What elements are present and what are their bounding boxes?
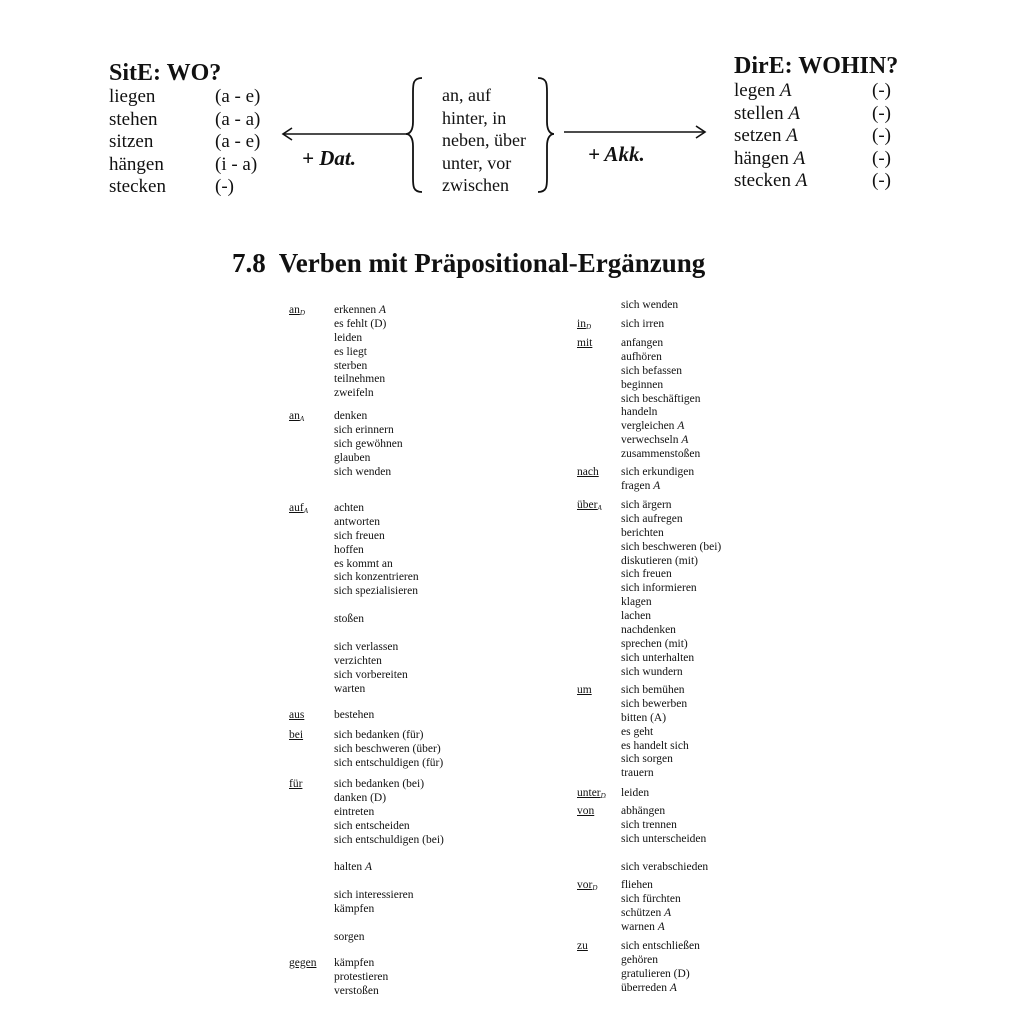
verb-item: achten: [334, 502, 365, 514]
verb-item: sich wundern: [621, 665, 683, 678]
site-verb-row: [109, 86, 260, 109]
dire-ablaut: (-): [872, 147, 891, 169]
site-ablaut: (a - a): [215, 108, 261, 130]
verb-item: sich entschließen: [621, 940, 700, 952]
verb-item: fragen A: [621, 479, 661, 492]
verb-item: sorgen: [334, 930, 365, 943]
site-verb: stehen: [109, 108, 158, 130]
verb-list: [334, 778, 444, 945]
site-ablaut: (a - e): [215, 86, 261, 107]
site-ablaut: (i - a): [215, 153, 258, 175]
verb-item: sich ärgern: [621, 499, 672, 511]
verb-item: berichten: [621, 526, 664, 539]
case-subscript: D: [585, 323, 592, 331]
dire-case: A: [788, 102, 800, 124]
preposition-label: über$_A$: [577, 499, 602, 512]
verb-item: erkennen A: [334, 304, 387, 316]
verb-item: kämpfen: [334, 957, 375, 969]
dative-label: + Dat.: [302, 146, 356, 170]
verb-item: abhängen: [621, 805, 666, 817]
verb-item: sich freuen: [621, 568, 672, 581]
accusative-label: + Akk.: [588, 142, 645, 166]
verb-item: gehören: [621, 953, 659, 966]
verb-item: sich verlassen: [334, 640, 399, 653]
verb-item: sich bewerben: [621, 697, 688, 710]
verb-item: sich sorgen: [621, 753, 673, 766]
site-ablaut: (-): [215, 176, 234, 198]
verb-item: sich erinnern: [334, 423, 394, 436]
section-title: [232, 248, 705, 279]
case-subscript: A: [597, 504, 602, 512]
verb-item: es handelt sich: [621, 739, 689, 752]
verb-item: sich konzentrieren: [334, 571, 419, 584]
verb-item: sich entschuldigen (für): [334, 756, 444, 769]
verb-item: fliehen: [621, 879, 653, 891]
dire-heading: DirE: WOHIN?: [734, 53, 899, 79]
verb-item: halten A: [334, 861, 373, 874]
verb-item: danken (D): [334, 791, 387, 804]
verb-item: [334, 875, 444, 889]
verb-list: [621, 940, 700, 996]
verb-item: [334, 627, 419, 641]
verb-item: beginnen: [621, 378, 664, 391]
section-number: 7.8: [232, 248, 266, 278]
verb-item: sich vorbereiten: [334, 668, 408, 681]
verb-list: [334, 410, 403, 479]
dire-verb-list: [734, 80, 891, 193]
verb-item: sich bemühen: [621, 684, 685, 696]
verb-item: protestieren: [334, 970, 389, 983]
verb-item: sich unterscheiden: [621, 832, 707, 845]
dire-verb-row: [734, 170, 891, 193]
verb-list: [334, 502, 419, 696]
verb-list: [621, 299, 678, 313]
verb-list: [621, 879, 681, 935]
verb-item: sich interessieren: [334, 889, 414, 902]
verb-item: verstoßen: [334, 984, 379, 997]
site-verb: sitzen: [109, 131, 154, 153]
preposition-label: unter$_D$: [577, 787, 606, 800]
dire-verb: setzen: [734, 125, 782, 147]
case-subscript: D: [299, 309, 305, 317]
case-subscript: D: [600, 792, 606, 800]
dire-case: A: [793, 147, 806, 169]
preposition-label: um: [577, 684, 592, 696]
dire-case: A: [795, 170, 808, 192]
verb-item: sich wenden: [334, 465, 392, 478]
verb-item: es fehlt (D): [334, 317, 387, 330]
dire-verb: stecken: [734, 170, 791, 192]
verb-item: warten: [334, 682, 366, 695]
site-ablaut: (a - e): [215, 131, 261, 153]
preposition-label: von: [577, 805, 595, 817]
dire-ablaut: (-): [872, 170, 891, 192]
verb-item: sich freuen: [334, 529, 385, 542]
verb-list: [621, 466, 694, 494]
verb-item: sich bedanken (bei): [334, 778, 425, 790]
case-subscript: A: [303, 507, 308, 515]
dire-ablaut: (-): [872, 80, 891, 101]
verb-item: gratulieren (D): [621, 967, 690, 980]
preposition-line: unter, vor: [442, 152, 512, 173]
site-verb-row: [109, 131, 260, 154]
verb-item: leiden: [334, 331, 363, 344]
verb-item: überreden A: [621, 981, 677, 994]
verb-item: antworten: [334, 515, 380, 528]
preposition-label: vor$_D$: [577, 879, 598, 892]
site-verb: stecken: [109, 176, 166, 198]
dire-verb-row: [734, 125, 891, 148]
verb-item: klagen: [621, 596, 652, 609]
verb-item: eintreten: [334, 805, 375, 818]
verb-item: sich spezialisieren: [334, 585, 418, 598]
verb-list: [621, 805, 708, 874]
verb-item: sich fürchten: [621, 892, 681, 905]
preposition-line: an, auf: [442, 85, 491, 105]
preposition-line: neben, über: [442, 130, 526, 151]
verb-item: verwechseln A: [621, 434, 689, 447]
preposition-label: zu: [577, 940, 588, 952]
preposition-label: $an_A$: [289, 410, 305, 423]
verb-item: denken: [334, 410, 368, 422]
verb-item: bitten (A): [621, 711, 667, 724]
site-verb-row: [109, 109, 260, 132]
verb-item: stoßen: [334, 613, 365, 626]
arrow-left-icon: [280, 126, 410, 142]
verb-item: sich aufregen: [621, 512, 683, 525]
verb-item: diskutieren (mit): [621, 554, 698, 567]
verb-item: sich unterhalten: [621, 651, 695, 664]
dire-verb-row: [734, 148, 891, 171]
verb-item: zusammenstoßen: [621, 448, 701, 461]
dire-verb-row: [734, 103, 891, 126]
verb-item: hoffen: [334, 543, 364, 556]
verb-item: [621, 847, 708, 861]
dire-verb: hängen: [734, 147, 789, 169]
verb-item: kämpfen: [334, 903, 375, 916]
preposition-label: für: [289, 778, 303, 790]
verb-list: [621, 787, 649, 801]
verb-item: sich entschuldigen (bei): [334, 833, 444, 846]
site-verb-list: [109, 86, 260, 199]
verb-item: lachen: [621, 610, 652, 623]
preposition-label: bei: [289, 729, 304, 741]
preposition-label: $in_D$: [577, 318, 592, 331]
preposition-line: zwischen: [442, 175, 509, 196]
verb-list: [334, 729, 443, 771]
case-subscript: A: [299, 415, 305, 423]
case-subscript: D: [592, 884, 598, 892]
verb-list: [621, 337, 701, 462]
verb-item: trauern: [621, 767, 654, 780]
preposition-label: gegen: [289, 957, 317, 969]
verb-item: leiden: [621, 787, 650, 799]
site-verb-row: [109, 154, 260, 177]
verb-item: handeln: [621, 406, 658, 419]
verb-item: [334, 917, 444, 931]
preposition-label: nach: [577, 466, 599, 478]
dire-ablaut: (-): [872, 102, 891, 124]
dire-case: A: [786, 125, 798, 147]
verb-item: es liegt: [334, 345, 367, 358]
verb-item: [334, 847, 444, 861]
verb-item: sterben: [334, 359, 368, 372]
verb-item: verzichten: [334, 654, 382, 667]
section-title-text: Verben mit Präpositional-Ergänzung: [278, 248, 706, 278]
verb-list: [621, 684, 689, 781]
preposition-label: aus: [289, 709, 305, 721]
site-verb-row: [109, 176, 260, 199]
verb-item: zweifeln: [334, 387, 374, 400]
dire-verb: legen: [734, 80, 776, 101]
preposition-label: $an_D$: [289, 304, 305, 317]
verb-item: bestehen: [334, 709, 375, 721]
preposition-label: auf$_A$: [289, 502, 308, 515]
verb-list: [621, 318, 664, 332]
verb-list: [621, 499, 721, 680]
verb-item: sich entscheiden: [334, 819, 410, 832]
verb-item: vergleichen A: [621, 420, 685, 433]
verb-item: warnen A: [621, 920, 665, 933]
verb-item: sich erkundigen: [621, 466, 695, 478]
site-heading: SitE: WO?: [109, 60, 222, 86]
verb-item: sich beschweren (bei): [621, 540, 722, 553]
verb-item: sich verabschieden: [621, 860, 709, 873]
verb-list: [334, 709, 374, 723]
site-verb: hängen: [109, 153, 164, 175]
verb-item: teilnehmen: [334, 373, 386, 386]
verb-list: [334, 304, 386, 401]
arrow-right-icon: [562, 124, 708, 140]
verb-item: sich trennen: [621, 818, 677, 831]
verb-item: es kommt an: [334, 557, 393, 570]
verb-item: sich bedanken (für): [334, 729, 424, 741]
verb-item: es geht: [621, 725, 654, 738]
dire-ablaut: (-): [872, 125, 891, 147]
verb-item: nachdenken: [621, 624, 676, 637]
verb-item: schützen A: [621, 906, 672, 919]
verb-item: sich informieren: [621, 582, 697, 595]
verb-item: aufhören: [621, 350, 662, 363]
verb-item: sich beschweren (über): [334, 742, 441, 755]
dire-case: A: [779, 80, 792, 101]
verb-item: sich befassen: [621, 364, 682, 377]
dire-verb-row: [734, 80, 891, 103]
verb-item: anfangen: [621, 337, 664, 349]
verb-item: sich gewöhnen: [334, 437, 403, 450]
site-verb: liegen: [109, 86, 156, 107]
verb-item: sich irren: [621, 318, 665, 330]
verb-item: sprechen (mit): [621, 637, 688, 650]
verb-item: [334, 599, 419, 613]
preposition-label: mit: [577, 337, 593, 349]
preposition-list: [442, 84, 526, 197]
dire-verb: stellen: [734, 102, 784, 124]
verb-item: sich wenden: [621, 299, 679, 311]
verb-item: sich beschäftigen: [621, 392, 701, 405]
verb-item: glauben: [334, 451, 371, 464]
preposition-line: hinter, in: [442, 107, 507, 128]
verb-list: [334, 957, 388, 999]
